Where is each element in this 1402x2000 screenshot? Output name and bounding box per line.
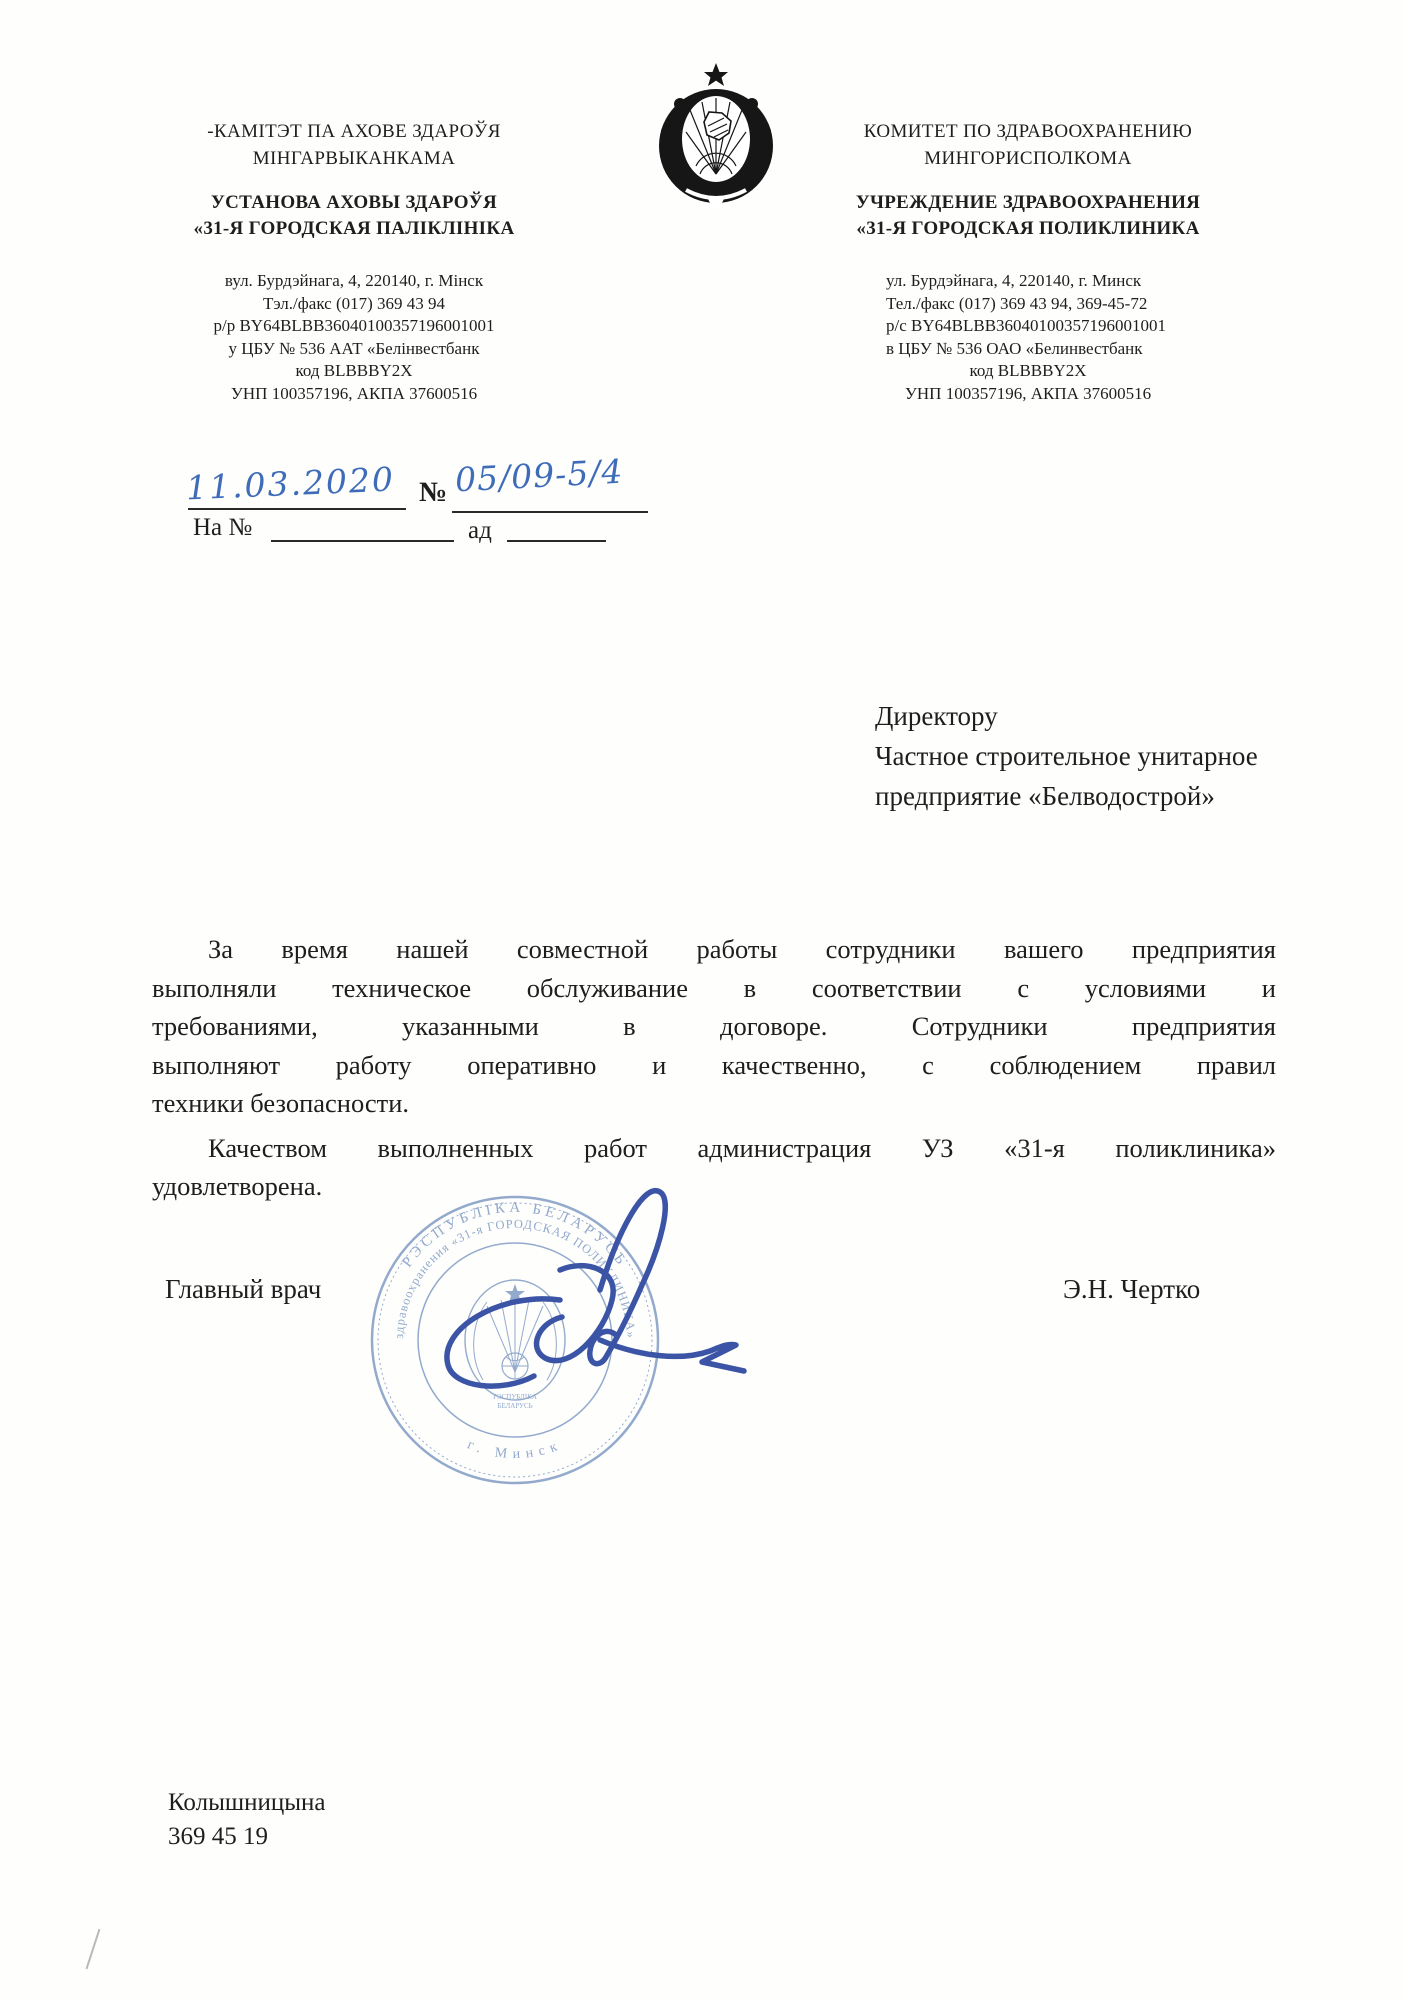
body-line: выполняют работу оперативно и качественно, с соблюдением правил xyxy=(152,1049,1276,1080)
header-left-belarusian xyxy=(148,118,560,405)
institution-name-ru-line2: «31-Я ГОРОДСКАЯ ПОЛИКЛИНИКА xyxy=(856,218,1200,239)
phone-line: Тел./факс (017) 369 43 94, 369-45-72 xyxy=(886,293,1148,313)
body-line: техники безопасности. xyxy=(152,1088,410,1118)
scan-pen-mark xyxy=(86,1929,101,1970)
reply-date-blank xyxy=(507,540,606,542)
bank-code-line: код BLBBBY2X xyxy=(295,361,413,380)
stamp-ring-text: здравоохранения «31-я ГОРОДСКАЯ ПОЛИКЛИНИКА» xyxy=(391,1216,639,1340)
addressee-block xyxy=(875,696,1315,816)
institution-name-ru-line1: УЧРЕЖДЕНИЕ ЗДРАВООХРАНЕНИЯ xyxy=(855,192,1201,213)
number-sign-label: № xyxy=(419,477,448,508)
institution-name-by-line2: «31-Я ГОРОДСКАЯ ПАЛІКЛІНІКА xyxy=(193,218,515,239)
reply-number-blank xyxy=(271,540,454,542)
handwritten-date: 11.03.2020 xyxy=(185,459,396,508)
reply-to-number-label: На № xyxy=(193,514,253,541)
unp-line: УНП 100357196, АКПА 37600516 xyxy=(904,383,1152,403)
bank-code-line: код BLBBBY2X xyxy=(969,361,1087,380)
stamp-center-line2: БЕЛАРУСЬ xyxy=(497,1402,533,1410)
body-line: выполняли техническое обслуживание в соответствии с условиями и xyxy=(152,972,1276,1003)
account-line: р/р BY64BLBB36040100357196001001 xyxy=(213,316,495,335)
phone-line: Тэл./факс (017) 369 43 94 xyxy=(262,293,446,313)
committee-name-by-line1: -КАМІТЭТ ПА АХОВЕ ЗДАРОЎЯ xyxy=(207,121,501,142)
stamp-center-line1: РЭСПУБЛІКА xyxy=(493,1393,537,1401)
belarus-state-emblem-icon xyxy=(650,62,782,214)
addressee-org-line1: Частное строительное унитарное xyxy=(875,741,1258,771)
body-line: требованиями, указанными в договоре. Сотрудники предприятия xyxy=(152,1011,1276,1041)
address-line: вул. Бурдэйнага, 4, 220140, г. Мінск xyxy=(224,271,484,290)
addressee-org-line2: предприятие «Белводострой» xyxy=(875,781,1215,811)
addressee-title: Директору xyxy=(875,701,998,731)
body-line: Качеством выполненных работ администрация УЗ «31-я поликлиника» xyxy=(208,1132,1276,1163)
bank-line: у ЦБУ № 536 ААТ «Белінвестбанк xyxy=(228,338,480,358)
address-line: ул. Бурдэйнага, 4, 220140, г. Минск xyxy=(886,271,1142,290)
body-line: За время нашей совместной работы сотрудники вашего предприятия xyxy=(208,934,1276,964)
handwritten-outgoing-number: 05/09-5/4 xyxy=(454,451,625,500)
body-line: удовлетворена. xyxy=(152,1171,323,1201)
requisites-ru xyxy=(818,270,1238,405)
committee-name-ru-line1: КОМИТЕТ ПО ЗДРАВООХРАНЕНИЮ xyxy=(863,121,1193,142)
unp-line: УНП 100357196, АКПА 37600516 xyxy=(230,383,478,403)
stamp-bottom-text: г. Минск xyxy=(465,1437,565,1463)
signer-name: Э.Н. Чертко xyxy=(1063,1274,1201,1304)
reply-from-label: ад xyxy=(468,517,492,544)
stamp-outer-text: РЭСПУБЛІКА БЕЛАРУСЬ xyxy=(399,1199,631,1271)
bank-line: в ЦБУ № 536 ОАО «Белинвестбанк xyxy=(886,338,1143,358)
header-right-russian xyxy=(818,118,1238,405)
executor-name: Колышницына xyxy=(168,1789,326,1816)
executor-block xyxy=(168,1786,326,1854)
account-line: р/с BY64BLBB36040100357196001001 xyxy=(886,316,1167,335)
handwritten-signature xyxy=(420,1165,760,1415)
executor-phone: 369 45 19 xyxy=(168,1823,268,1850)
svg-text:г. Минск xyxy=(465,1437,565,1462)
requisites-by xyxy=(148,270,560,405)
number-underline xyxy=(452,511,648,513)
institution-name-by-line1: УСТАНОВА АХОВЫ ЗДАРОЎЯ xyxy=(210,192,498,213)
date-underline xyxy=(188,508,406,510)
committee-name-ru-line2: МИНГОРИСПОЛКОМА xyxy=(924,148,1132,169)
signer-position-title: Главный врач xyxy=(165,1274,322,1304)
committee-name-by-line2: МІНГАРВЫКАНКАМА xyxy=(252,148,456,169)
